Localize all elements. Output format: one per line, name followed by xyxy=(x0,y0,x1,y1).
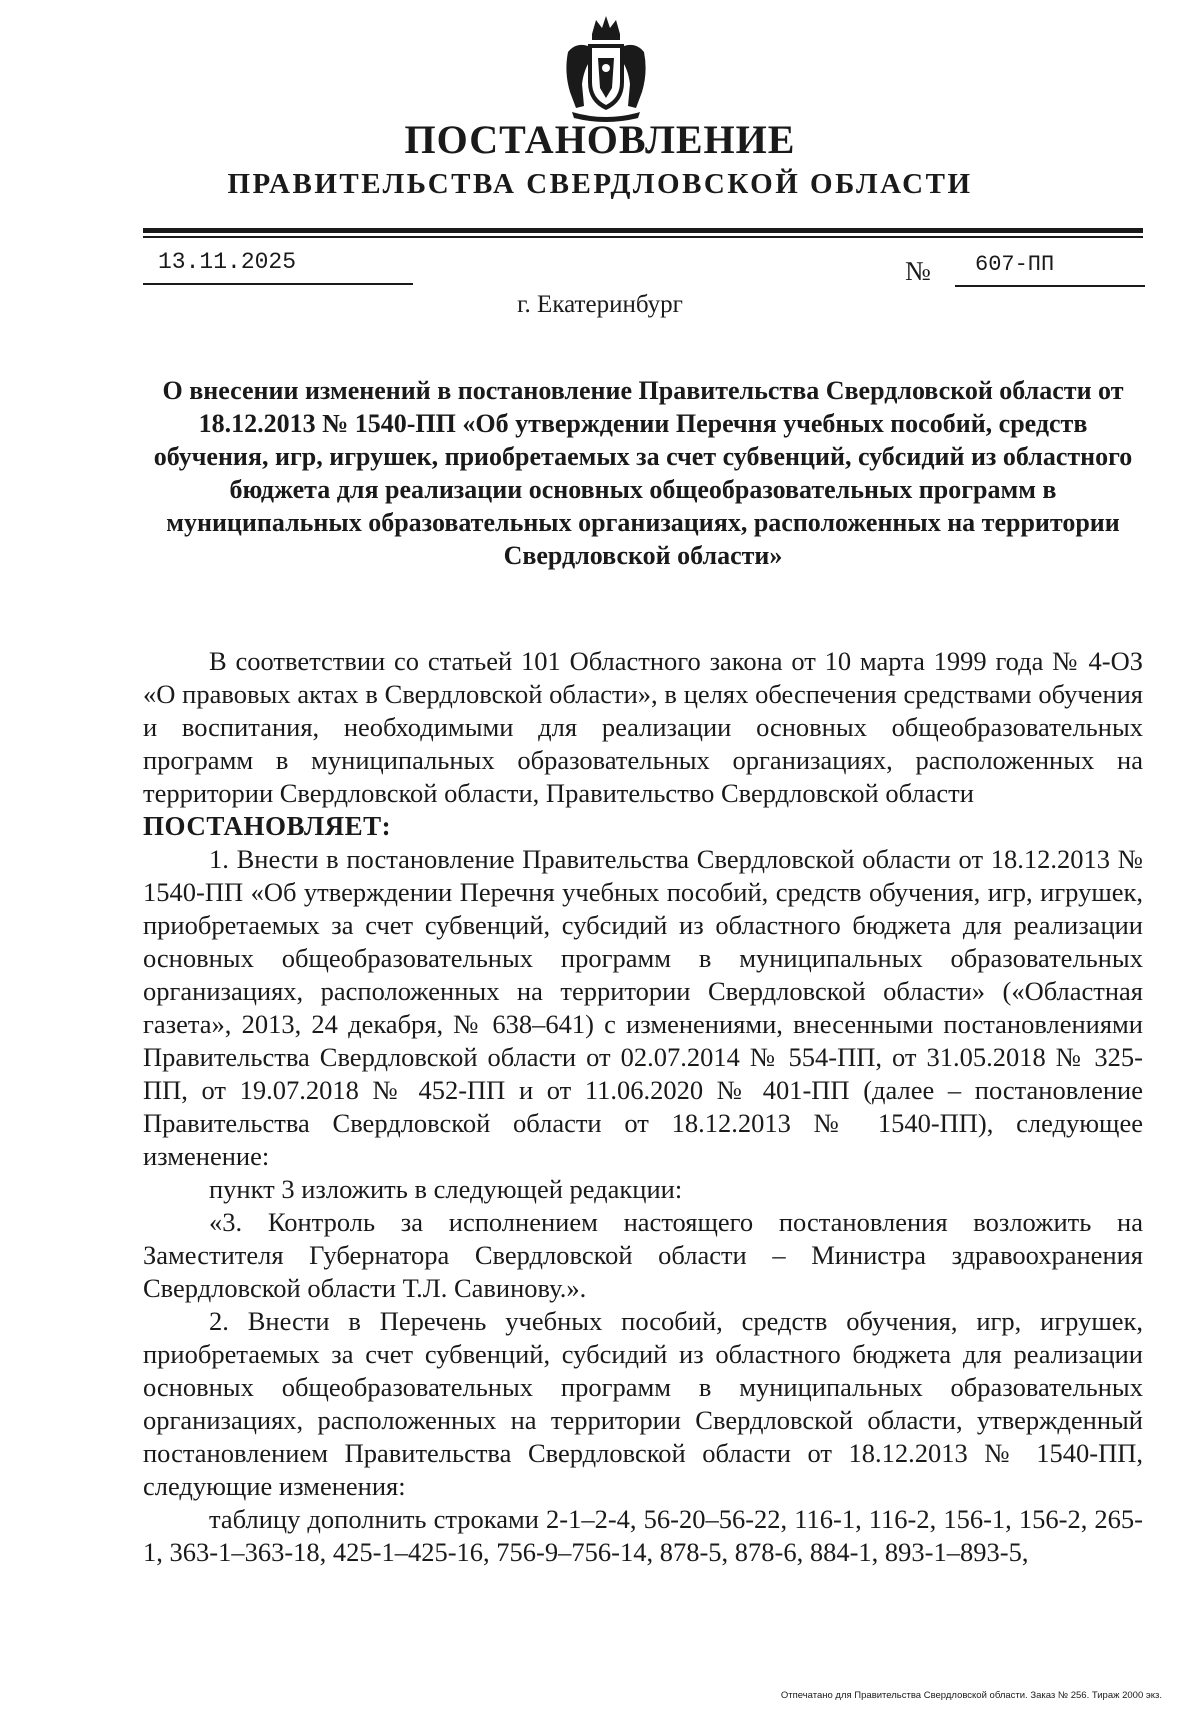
document-number: 607-ПП xyxy=(975,252,1055,277)
document-title: О внесении изменений в постановление Правительства Свердловской области от 18.12.2013 № 1540-ПП «Об утверждении Перечня учебных пособий, средств обучения, игр, игрушек, приобретаемых за счет субвенций, субсидий из областного бюджета для реализации основных общеобразовательных программ в муниципальных образовательных организациях, расположенных на территории Свердловской области» xyxy=(153,376,1133,570)
header-divider-thick xyxy=(143,228,1143,233)
document-date: 13.11.2025 xyxy=(158,249,297,275)
preamble-paragraph: В соответствии со статьей 101 Областного закона от 10 марта 1999 года № 4-ОЗ «О правовых актах в Свердловской области», в целях обеспечения средствами обучения и воспитания, необходимыми для реализации основных общеобразовательных программ в муниципальных образовательных организациях, расположенных на территории Свердловской области, Правительство Свердловской области xyxy=(143,646,1143,808)
document-type-heading: ПОСТАНОВЛЕНИЕ xyxy=(404,117,796,162)
resolves-heading: ПОСТАНОВЛЯЕТ: xyxy=(143,811,392,841)
city: г. Екатеринбург xyxy=(517,291,683,318)
item-2-paragraph: 2. Внести в Перечень учебных пособий, средств обучения, игр, игрушек, приобретаемых за счет субвенций, субсидий из областного бюджета для реализации основных общеобразовательных программ в муниципальных образовательных организациях, расположенных на территории Свердловской области, утвержденный постановлением Правительства Свердловской области от 18.12.2013 № 1540-ПП, следующие изменения: xyxy=(143,1306,1143,1501)
item-1-paragraph: 1. Внести в постановление Правительства Свердловской области от 18.12.2013 № 1540-ПП «Об утверждении Перечня учебных пособий, средств обучения, игр, игрушек, приобретаемых за счет субвенций, субсидий из областного бюджета для реализации основных общеобразовательных программ в муниципальных образовательных организациях, расположенных на территории Свердловской области» («Областная газета», 2013, 24 декабря, № 638–641) с изменениями, внесенными постановлениями Правительства Свердловской области от 02.07.2014 № 554-ПП, от 31.05.2018 № 325-ПП, от 19.07.2018 № 452-ПП и от 11.06.2020 № 401-ПП (далее – постановление Правительства Свердловской области от 18.12.2013 № 1540-ПП), следующее изменение: xyxy=(143,844,1143,1171)
number-sign: № xyxy=(905,256,931,286)
document-body xyxy=(143,645,1143,1569)
print-footer: Отпечатано для Правительства Свердловской области. Заказ № 256. Тираж 2000 экз. xyxy=(780,1690,1162,1701)
date-underline xyxy=(143,283,413,285)
number-underline xyxy=(955,285,1145,287)
issuer-heading: ПРАВИТЕЛЬСТВА СВЕРДЛОВСКОЙ ОБЛАСТИ xyxy=(227,168,973,200)
item-1-quote: «3. Контроль за исполнением настоящего постановления возложить на Заместителя Губернатора Свердловской области – Министра здравоохранения Свердловской области Т.Л. Савинову.». xyxy=(143,1207,1143,1303)
header-divider-thin xyxy=(143,236,1143,238)
item-1-subparagraph: пункт 3 изложить в следующей редакции: xyxy=(209,1174,683,1204)
item-2-subparagraph: таблицу дополнить строками 2-1–2-4, 56-20–56-22, 116-1, 116-2, 156-1, 156-2, 265-1, 363-1–363-18, 425-1–425-16, 756-9–756-14, 878-5, 878-6, 884-1, 893-1–893-5, xyxy=(143,1504,1143,1567)
coat-of-arms-icon xyxy=(562,12,650,122)
